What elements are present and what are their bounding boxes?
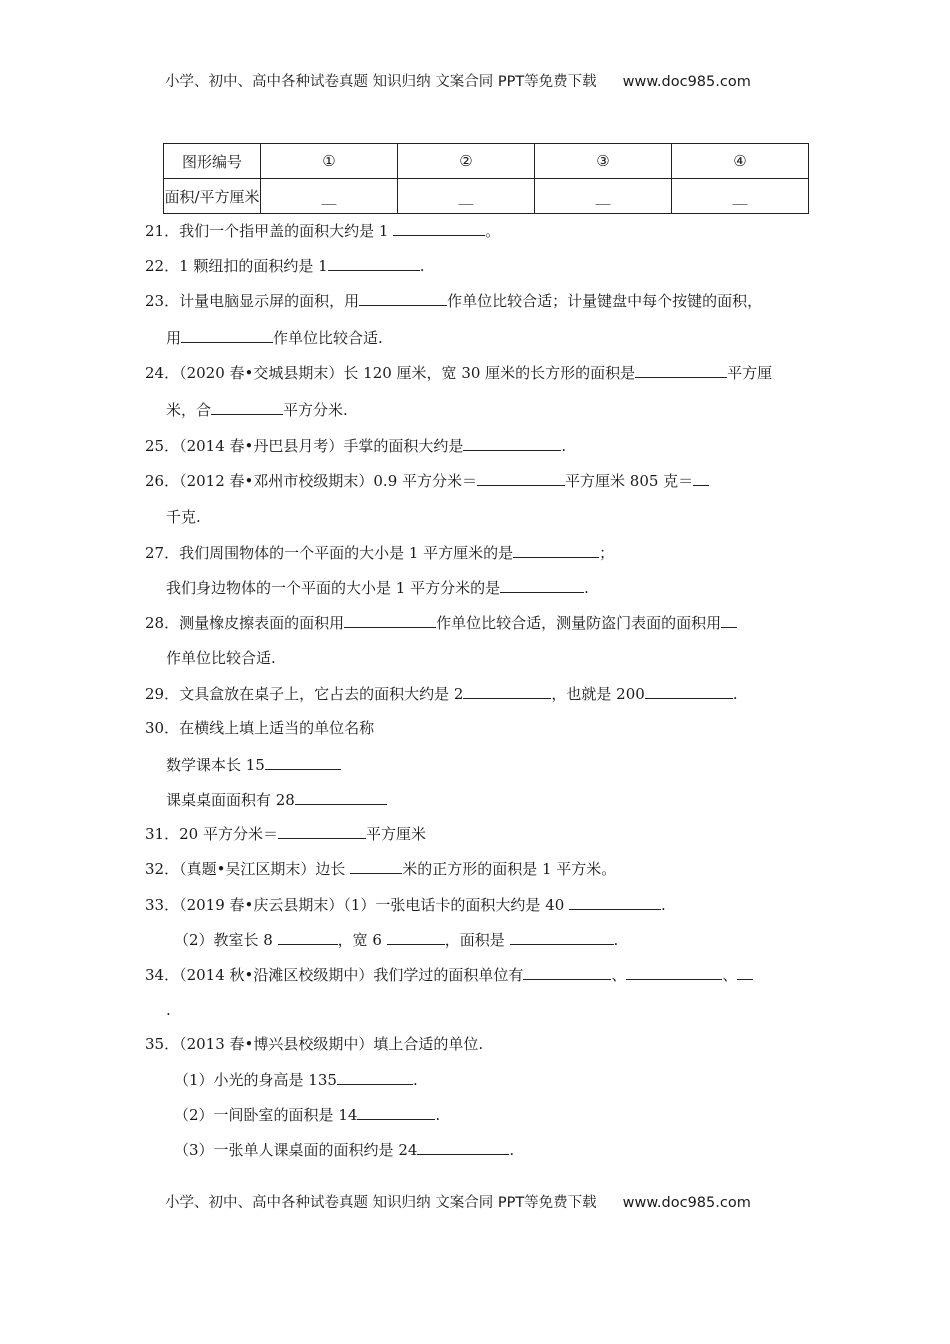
question-text: . (509, 1141, 515, 1159)
answer-blank[interactable] (635, 362, 727, 378)
question-26-continued (166, 507, 201, 527)
answer-blank[interactable]: __ (398, 179, 535, 214)
question-21 (145, 220, 500, 241)
answer-blank[interactable] (569, 894, 661, 910)
question-23 (145, 290, 762, 311)
question-text: 作单位比较合适. (273, 329, 383, 347)
question-text: 数学课本长 15 (166, 756, 265, 774)
answer-blank[interactable] (278, 929, 338, 945)
answer-blank[interactable] (693, 470, 709, 486)
question-25 (145, 435, 566, 456)
answer-blank[interactable] (513, 542, 599, 558)
question-text: 27．我们周围物体的一个平面的大小是 1 平方厘米的是 (145, 544, 514, 562)
answer-blank[interactable] (359, 290, 447, 306)
answer-blank[interactable] (181, 327, 273, 343)
row-label-shape-number: 图形编号 (164, 144, 261, 179)
question-text: 34．（2014 秋•沿滩区校级期中）我们学过的面积单位有 (145, 966, 524, 984)
answer-blank[interactable]: __ (535, 179, 672, 214)
question-text: 28．测量橡皮擦表面的面积用 (145, 614, 345, 632)
question-text: 平方分米. (283, 401, 348, 419)
answer-blank[interactable] (265, 754, 341, 770)
question-27-continued (166, 577, 589, 598)
answer-blank[interactable] (211, 399, 283, 415)
table-row (164, 144, 809, 179)
question-text: 29．文具盒放在桌子上，它占去的面积大约是 2 (145, 685, 464, 703)
question-text: . (732, 685, 738, 703)
answer-blank[interactable] (737, 964, 753, 980)
question-text: 平方厘米 (365, 825, 426, 843)
question-text: 30．在横线上填上适当的单位名称 (145, 719, 375, 737)
shape-number: ④ (672, 144, 809, 179)
question-text: . (412, 1071, 418, 1089)
question-24 (145, 362, 772, 383)
row-label-area: 面积/平方厘米 (164, 179, 261, 214)
question-text: 25．（2014 春•丹巴县月考）手掌的面积大约是 (145, 437, 464, 455)
question-32 (145, 858, 616, 879)
question-text: 35．（2013 春•博兴县校级期中）填上合适的单位. (145, 1035, 484, 1053)
answer-blank[interactable] (357, 1104, 435, 1120)
question-text: . (435, 1106, 441, 1124)
page-header (165, 70, 751, 91)
answer-blank[interactable] (350, 858, 402, 874)
question-22 (145, 255, 425, 276)
question-24-continued (166, 399, 348, 420)
question-text: . (419, 257, 425, 275)
question-text: 作单位比较合适；计量键盘中每个按键的面积， (447, 292, 763, 310)
question-text: 、 (722, 966, 738, 984)
question-text: ，也就是 200 (551, 685, 645, 703)
question-text: . (584, 579, 589, 597)
table-row (164, 179, 809, 214)
answer-blank[interactable] (500, 577, 584, 593)
question-text: （2）教室长 8 (174, 931, 278, 949)
question-text: 、 (611, 966, 627, 984)
question-text: 作单位比较合适. (166, 649, 276, 667)
question-text: 33．（2019 春•庆云县期末）（1）一张电话卡的面积大约是 40 (145, 896, 570, 914)
question-23-continued (166, 327, 383, 348)
shape-number: ③ (535, 144, 672, 179)
header-text: 小学、初中、高中各种试卷真题 知识归纳 文案合同 PPT等免费下载 (165, 74, 597, 90)
shape-number: ② (398, 144, 535, 179)
question-33 (145, 894, 666, 915)
answer-blank[interactable] (477, 470, 565, 486)
shape-area-table (163, 143, 809, 214)
question-35-part-2 (174, 1104, 440, 1125)
question-text: （3）一张单人课桌面的面积约是 24 (174, 1141, 418, 1159)
answer-blank[interactable] (626, 964, 722, 980)
question-text: 23．计量电脑显示屏的面积，用 (145, 292, 360, 310)
question-text: 31．20 平方分米＝ (145, 825, 278, 843)
question-text: 26．（2012 春•邓州市校级期末）0.9 平方分米＝ (145, 472, 478, 490)
answer-blank[interactable] (510, 929, 614, 945)
question-28 (145, 612, 737, 633)
question-text: 米的正方形的面积是 1 平方米。 (402, 860, 617, 878)
answer-blank[interactable] (463, 435, 561, 451)
question-text: ； (599, 544, 615, 562)
question-30 (145, 718, 374, 738)
question-text: ，面积是 (444, 931, 510, 949)
question-29 (145, 683, 738, 704)
question-text: 米，合 (166, 401, 212, 419)
question-35-part-3 (174, 1139, 514, 1160)
answer-blank[interactable] (295, 789, 387, 805)
footer-text: 小学、初中、高中各种试卷真题 知识归纳 文案合同 PPT等免费下载 (165, 1195, 597, 1211)
shape-number: ① (261, 144, 398, 179)
question-text: 我们身边物体的一个平面的大小是 1 平方分米的是 (166, 579, 501, 597)
question-31 (145, 823, 426, 844)
question-text: . (166, 1001, 171, 1019)
question-34-continued (166, 1000, 171, 1020)
question-text: （2）一间卧室的面积是 14 (174, 1106, 358, 1124)
answer-blank[interactable] (344, 612, 436, 628)
answer-blank[interactable] (393, 220, 485, 236)
question-35-part-1 (174, 1069, 418, 1090)
question-text: 21．我们一个指甲盖的面积大约是 1 (145, 222, 394, 240)
question-text: 22．1 颗纽扣的面积约是 1 (145, 257, 328, 275)
question-text: . (561, 437, 567, 455)
answer-blank[interactable] (721, 612, 737, 628)
question-text: . (613, 931, 619, 949)
question-text: 作单位比较合适，测量防盗门表面的面积用 (436, 614, 722, 632)
footer-site: www.doc985.com (622, 1195, 751, 1211)
question-text: 用 (166, 329, 182, 347)
question-26 (145, 470, 709, 491)
answer-blank[interactable] (278, 823, 366, 839)
answer-blank[interactable] (463, 683, 551, 699)
question-text: 32．（真题•吴江区期末）边长 (145, 860, 351, 878)
answer-blank[interactable]: __ (261, 179, 398, 214)
question-text: 平方厘 (727, 364, 773, 382)
question-text: 千克. (166, 508, 201, 526)
question-28-continued (166, 648, 276, 668)
question-text: 课桌桌面面积有 28 (166, 791, 295, 809)
header-site: www.doc985.com (622, 74, 751, 90)
answer-blank[interactable] (523, 964, 611, 980)
question-35 (145, 1034, 483, 1054)
answer-blank[interactable]: __ (672, 179, 809, 214)
question-text: 平方厘米 805 克＝ (565, 472, 694, 490)
answer-blank[interactable] (645, 683, 733, 699)
question-27 (145, 542, 614, 563)
question-text: . (661, 896, 666, 914)
answer-blank[interactable] (328, 255, 420, 271)
question-text: 24．（2020 春•交城县期末）长 120 厘米，宽 30 厘米的长方形的面积是 (145, 364, 636, 382)
question-33-part-2 (174, 929, 618, 950)
question-text: 。 (485, 222, 501, 240)
answer-blank[interactable] (387, 929, 445, 945)
answer-blank[interactable] (337, 1069, 413, 1085)
question-text: ，宽 6 (337, 931, 387, 949)
question-30-part-2 (166, 789, 387, 810)
answer-blank[interactable] (417, 1139, 509, 1155)
question-34 (145, 964, 753, 985)
question-text: （1）小光的身高是 135 (174, 1071, 337, 1089)
page-footer (165, 1191, 751, 1212)
question-30-part-1 (166, 754, 341, 775)
